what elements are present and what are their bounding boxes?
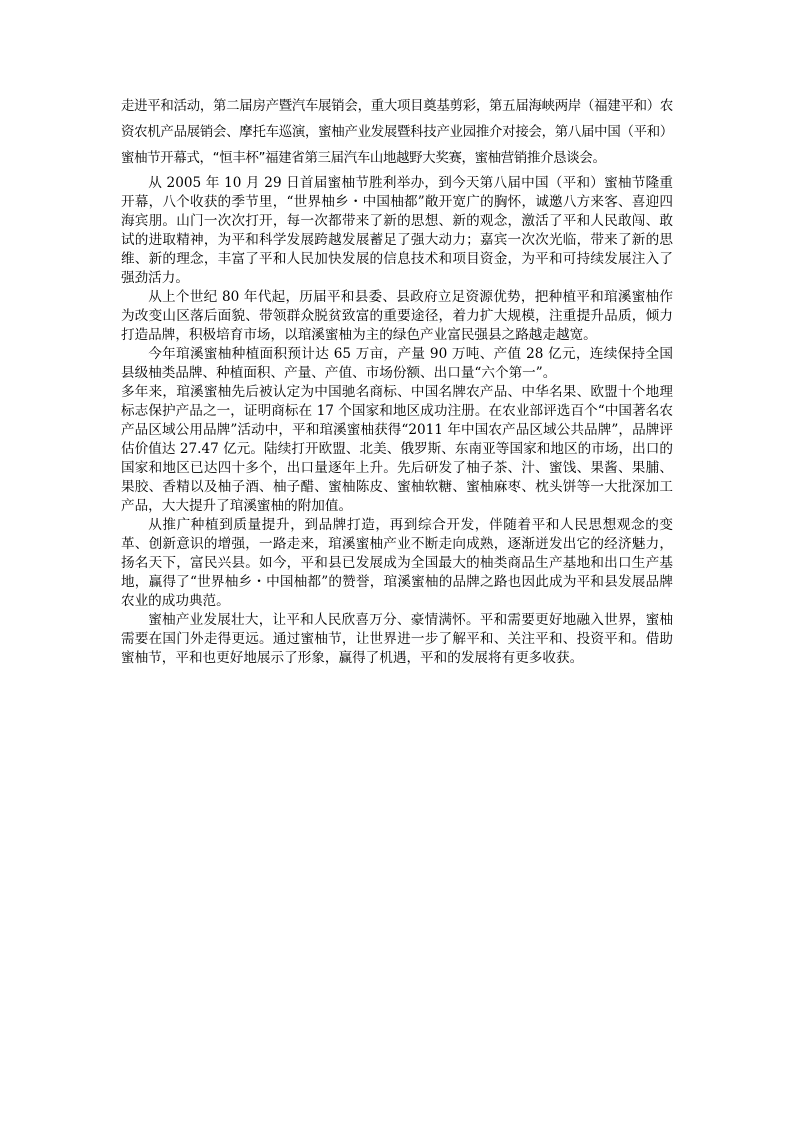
paragraph-brand-achievements: 多年来，琯溪蜜柚先后被认定为中国驰名商标、中国名牌农产品、中华名果、欧盟十个地理标志保护产品之一，证明商标在 17 个国家和地区成功注册。在农业部评选百个“中国著名农产品区域公用品牌”活动中，平和琯溪蜜柚获得“2011 年中国农产品区域公共品牌”，品牌评估价值达 27.47 亿元。陆续打开欧盟、北美、俄罗斯、东南亚等国家和地区的市场，出口的国家和地区已达四十多个，出口量逐年上升。先后研发了柚子茶、汁、蜜饯、果酱、果脯、果胶、香精以及柚子酒、柚子醋、蜜柚陈皮、蜜柚软糖、蜜柚麻枣、枕头饼等一大批深加工产品，大大提升了琯溪蜜柚的附加值。 [121,384,673,514]
intro-paragraph: 走进平和活动，第二届房产暨汽车展销会，重大项目奠基剪彩，第五届海峡两岸（福建平和）农资农机产品展销会、摩托车巡演，蜜柚产业发展暨科技产业园推介对接会，第八届中国（平和）蜜柚节开幕式，“恒丰杯”福建省第三届汽车山地越野大奖赛，蜜柚营销推介恳谈会。 [121,99,673,166]
paragraph-festival-history: 从 2005 年 10 月 29 日首届蜜柚节胜利举办，到今天第八届中国（平和）蜜柚节隆重开幕，八个收获的季节里，“世界柚乡・中国柚都”敞开宽广的胸怀，诚邀八方来客、喜迎四海宾朋。山门一次次打开，每一次都带来了新的思想、新的观念，激活了平和人民敢闯、敢试的进取精神，为平和科学发展跨越发展蓄足了强大动力；嘉宾一次次光临，带来了新的思维、新的理念，丰富了平和人民加快发展的信息技术和项目资金，为平和可持续发展注入了强劲活力。 [121,175,673,286]
document-body [121,94,673,668]
paragraph-conclusion: 蜜柚产业发展壮大，让平和人民欣喜万分、豪情满怀。平和需要更好地融入世界，蜜柚需要在国门外走得更远。通过蜜柚节，让世界进一步了解平和、关注平和、投资平和。借助蜜柚节，平和也更好地展示了形象，赢得了机遇，平和的发展将有更多收获。 [121,612,673,666]
paragraph-development-path: 从推广种植到质量提升，到品牌打造，再到综合开发，伴随着平和人民思想观念的变革、创新意识的增强，一路走来，琯溪蜜柚产业不断走向成熟，逐渐迸发出它的经济魅力，扬名天下，富民兴县。如今，平和县已发展成为全国最大的柚类商品生产基地和出口生产基地，赢得了“世界柚乡・中国柚都”的赞誉，琯溪蜜柚的品牌之路也因此成为平和县发展品牌农业的成功典范。 [121,517,673,609]
paragraph-current-output: 今年琯溪蜜柚种植面积预计达 65 万亩，产量 90 万吨、产值 28 亿元，连续保持全国县级柚类品牌、种植面积、产量、产值、市场份额、出口量“六个第一”。 [121,346,673,381]
paragraph-industry-origin: 从上个世纪 80 年代起，历届平和县委、县政府立足资源优势，把种植平和琯溪蜜柚作为改变山区落后面貌、带领群众脱贫致富的重要途径，着力扩大规模，注重提升品质，倾力打造品牌，积极培育市场，以琯溪蜜柚为主的绿色产业富民强县之路越走越宽。 [121,289,673,343]
